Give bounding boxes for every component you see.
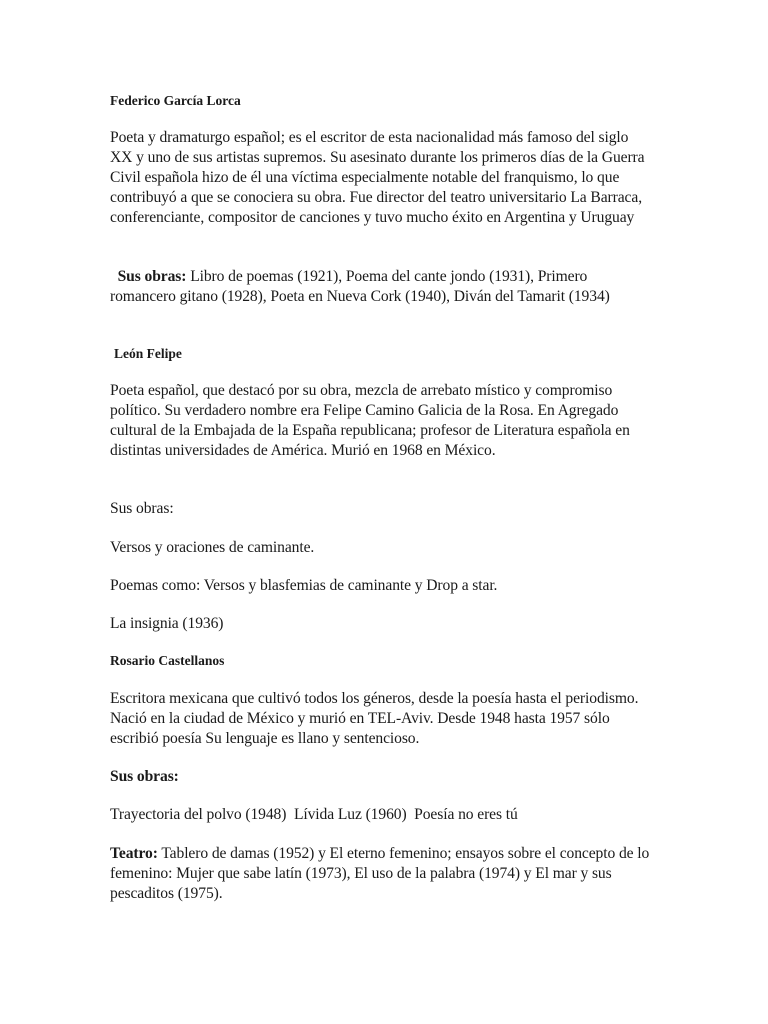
author-heading-castellanos: Rosario Castellanos [110,653,225,668]
works-label-leon-felipe: Sus obras: [110,500,174,517]
works-list-castellanos: Trayectoria del polvo (1948) Lívida Luz (1960) Poesía no eres tú [110,806,518,823]
theatre-label: Teatro: [110,845,158,862]
works-list: Libro de poemas (1921), Poema del cante jondo (1931), Primero romancero gitano (1928), Poeta en Nueva Cork (1940), Diván del Tamarit (1934) [110,268,610,305]
author-bio-castellanos: Escritora mexicana que cultivó todos los géneros, desde la poesía hasta el periodismo. Nació en la ciudad de México y murió en TEL-Aviv. Desde 1948 hasta 1957 sólo escribió poesía Su lenguaje es llano y sentencioso. [110,690,639,747]
theatre-paragraph-castellanos [110,844,650,904]
work-item: Versos y oraciones de caminante. [110,539,315,556]
works-paragraph-lorca [110,267,650,307]
theatre-list: Tablero de damas (1952) y El eterno femenino; ensayos sobre el concepto de lo femenino: Mujer que sabe latín (1973), El uso de la palabra (1974) y El mar y sus pescaditos (1975). [110,845,650,902]
author-bio-lorca: Poeta y dramaturgo español; es el escritor de esta nacionalidad más famoso del siglo XX y uno de sus artistas supremos. Su asesinato durante los primeros días de la Guerra Civil española hizo de él una víctima especialmente notable del franquismo, lo que contribuyó a que se conociera su obra. Fue director del teatro universitario La Barraca, conferenciante, compositor de canciones y tuvo mucho éxito en Argentina y Uruguay [110,129,645,226]
work-item: Poemas como: Versos y blasfemias de caminante y Drop a star. [110,577,498,594]
author-bio-leon-felipe: Poeta español, que destacó por su obra, mezcla de arrebato místico y compromiso político. Su verdadero nombre era Felipe Camino Galicia de la Rosa. En Agregado cultural de la Embajada de la España republicana; profesor de Literatura española en distintas universidades de América. Murió en 1968 en México. [110,382,630,459]
author-heading-leon-felipe: León Felipe [114,346,182,361]
author-heading-lorca: Federico García Lorca [110,93,241,108]
work-item: La insignia (1936) [110,615,224,632]
works-label-castellanos: Sus obras: [110,768,179,785]
works-label: Sus obras: [117,268,187,285]
